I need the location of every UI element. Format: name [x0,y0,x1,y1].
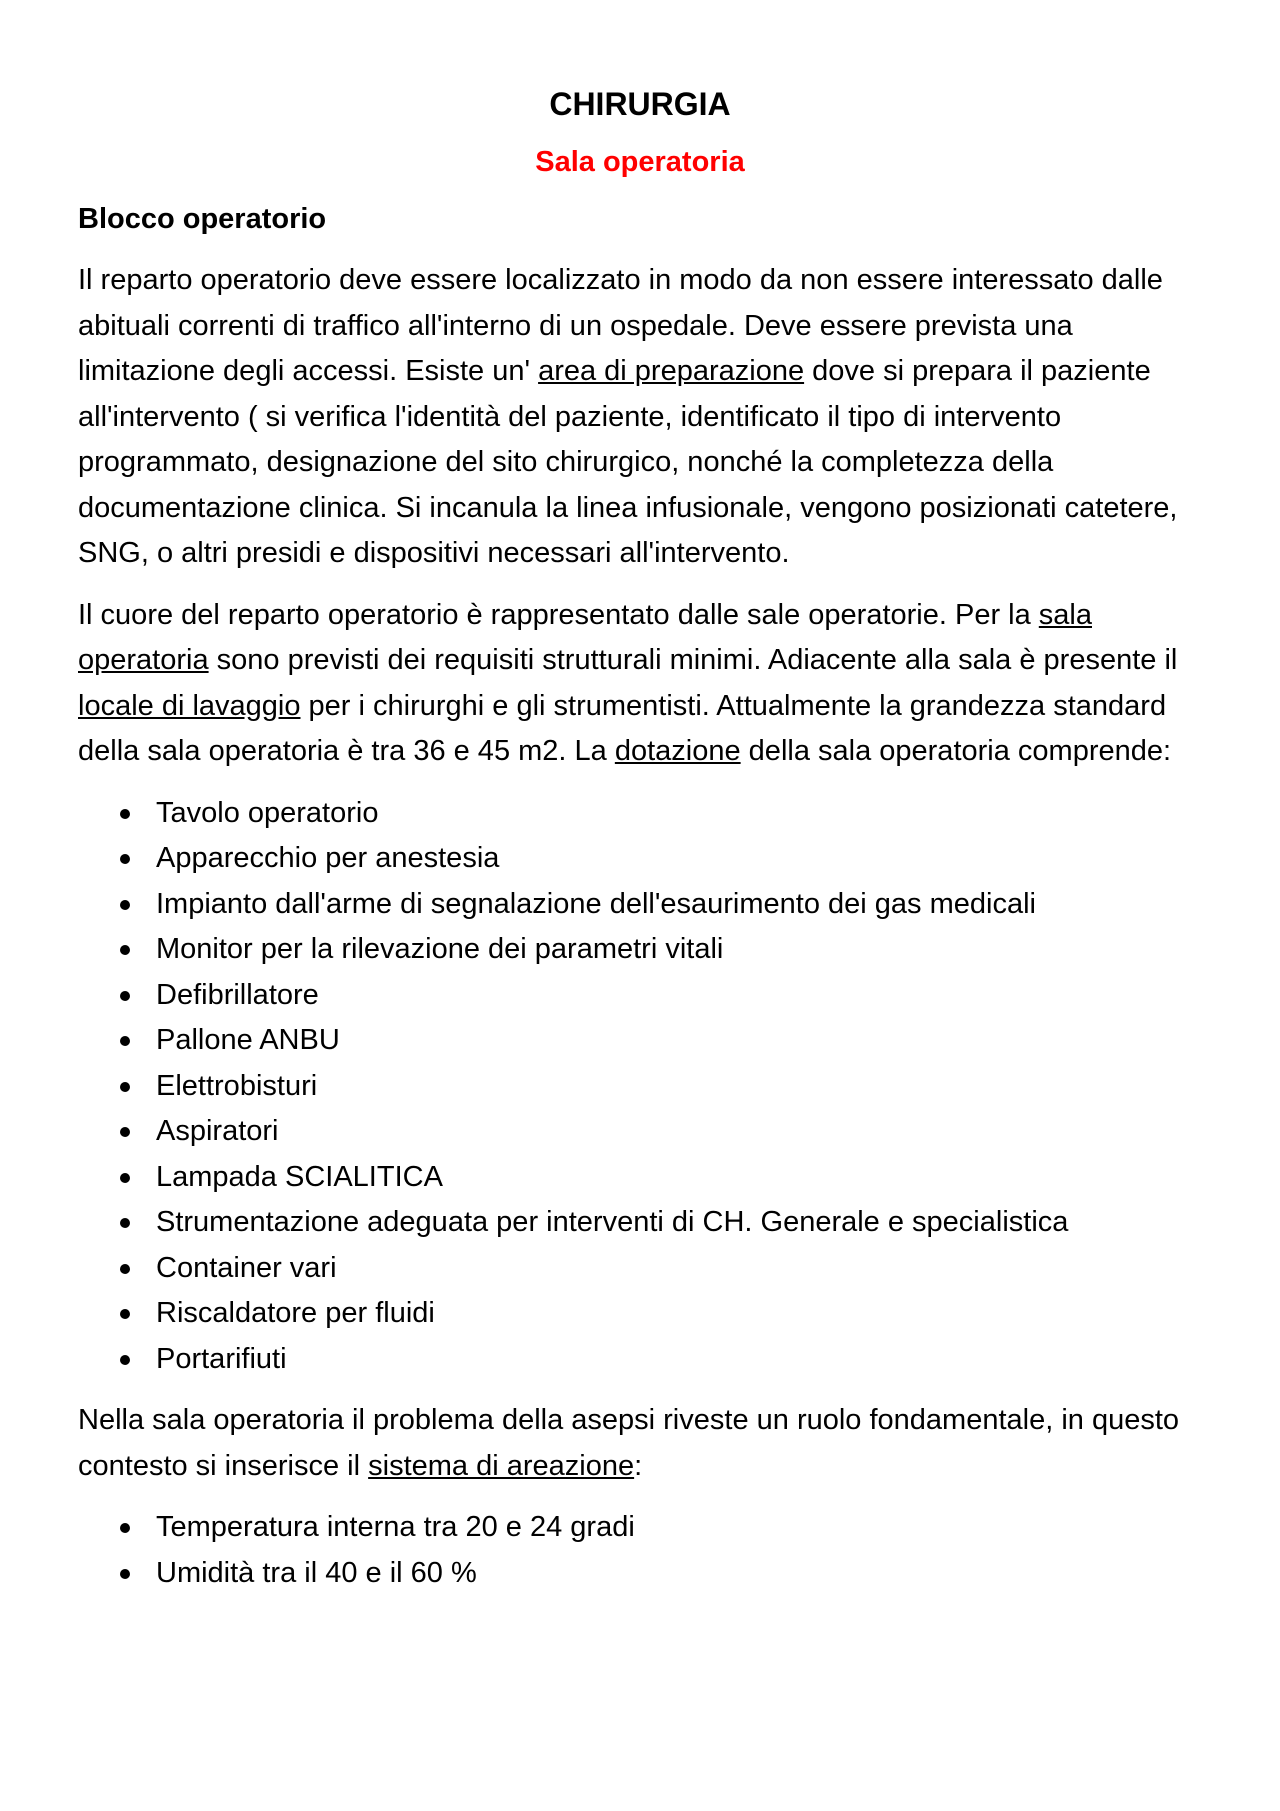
paragraph-text: Il cuore del reparto operatorio è rappresentato dalle sale operatorie. Per la [78,598,1039,631]
list-item-text: Strumentazione adeguata per interventi di CH. Generale e specialistica [156,1206,1069,1238]
bullet-icon [120,991,130,1001]
list-item [120,927,1202,973]
list-item-text: Monitor per la rilevazione dei parametri vitali [156,933,724,965]
equipment-list [78,791,1202,1383]
list-item-text: Elettrobisturi [156,1069,318,1102]
list-item-text: Riscaldatore per fluidi [156,1297,435,1329]
list-item-text: Portarifiuti [156,1342,287,1375]
list-item [120,1200,1202,1246]
list-item [120,1018,1202,1064]
list-item [120,973,1202,1019]
list-item [120,1337,1202,1383]
bullet-icon [120,1569,130,1579]
paragraph-text: Nella sala operatoria il problema della asepsi riveste un ruolo fondamentale, in questo contesto si inserisce il [78,1404,1180,1482]
paragraph-text: sono previsti dei requisiti strutturali minimi. Adiacente alla sala è presente il [208,644,1178,676]
bullet-icon [120,1523,130,1533]
bullet-icon [120,1355,130,1365]
paragraph-text: : [634,1449,643,1482]
list-item [120,1505,1202,1551]
bullet-icon [120,1127,130,1137]
underlined-term-sistema-di-areazione: sistema di areazione [368,1449,635,1482]
list-item-text: Pallone ANBU [156,1024,340,1056]
list-item [120,1155,1202,1201]
bullet-icon [120,1218,130,1228]
list-item-text: Tavolo operatorio [156,796,379,829]
page-title: CHIRURGIA [549,86,731,122]
list-item [120,882,1202,928]
list-item [120,836,1202,882]
list-item-text: Apparecchio per anestesia [156,842,500,874]
list-item-text: Lampada SCIALITICA [156,1160,443,1193]
paragraph-text: per i chirurghi e gli strumentisti. Attualmente la grandezza standard della sala operatoria è tra 36 e 45 m2. La [78,689,1167,767]
underlined-term-locale-di-lavaggio: locale di lavaggio [78,689,301,722]
list-item [120,791,1202,837]
bullet-icon [120,809,130,819]
list-item [120,1064,1202,1110]
section-heading: Blocco operatorio [78,203,327,235]
list-item [120,1551,1202,1597]
list-item-text: Container vari [156,1251,337,1284]
list-item-text: Impianto dall'arme di segnalazione dell'esaurimento dei gas medicali [156,887,1036,920]
paragraph-text: dove si prepara il paziente all'intervento ( si verifica l'identità del paziente, identificato il tipo di intervento programmato, designazione del sito chirurgico, nonché la completezza della documentazione clinica. Si incanula la linea infusionale, vengono posizionati catetere, SNG, o altri presidi e dispositivi necessari all'intervento. [78,355,1178,569]
list-item-text: Aspiratori [156,1115,279,1147]
bullet-icon [120,854,130,864]
paragraph-asepsi [78,1398,1202,1489]
bullet-icon [120,900,130,910]
list-item [120,1246,1202,1292]
list-item-text: Defibrillatore [156,978,319,1011]
page-subtitle: Sala operatoria [535,146,745,178]
bullet-icon [120,1036,130,1046]
underlined-term-dotazione: dotazione [614,735,741,767]
list-item [120,1109,1202,1155]
paragraph-text: Il reparto operatorio deve essere localizzato in modo da non essere interessato dalle abituali correnti di traffico all'interno di un ospedale. Deve essere prevista una limitazione degli accessi. Esiste un' [78,264,1163,387]
aeration-list [78,1505,1202,1596]
bullet-icon [120,1264,130,1274]
bullet-icon [120,945,130,955]
bullet-icon [120,1309,130,1319]
bullet-icon [120,1082,130,1092]
paragraph-sala-operatoria [78,593,1202,775]
list-item [120,1291,1202,1337]
paragraph-blocco-operatorio [78,258,1202,577]
list-item-text: Umidità tra il 40 e il 60 % [156,1556,477,1589]
paragraph-text: della sala operatoria comprende: [740,735,1172,767]
underlined-term-area-di-preparazione: area di preparazione [538,355,805,387]
bullet-icon [120,1173,130,1183]
underlined-term-sala-operatoria: sala operatoria [78,598,1092,676]
list-item-text: Temperatura interna tra 20 e 24 gradi [156,1511,635,1543]
